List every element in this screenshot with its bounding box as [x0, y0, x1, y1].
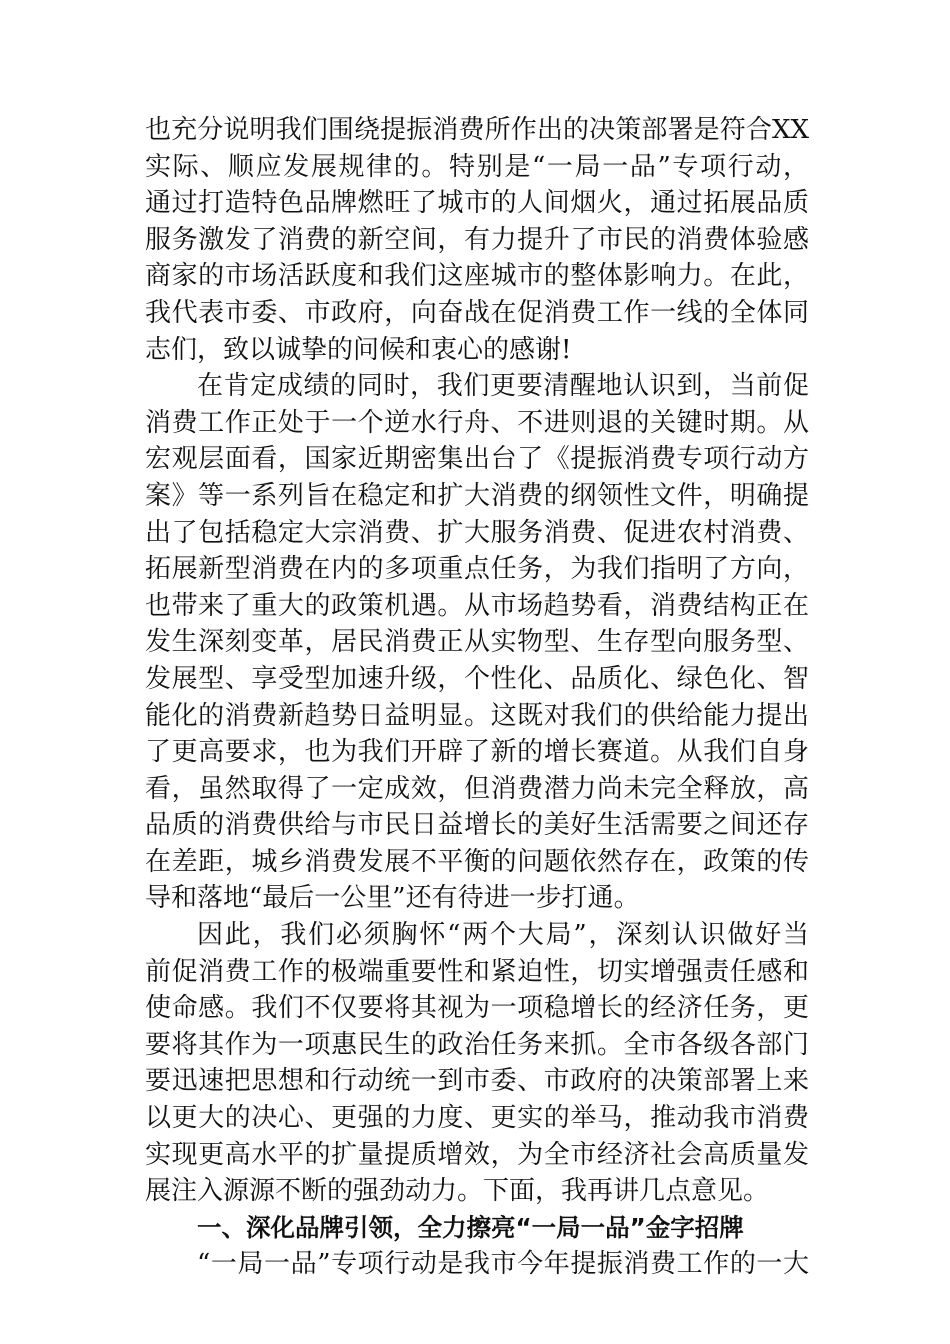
text-line: 展注入源源不断的强劲动力。下面，我再讲几点意见。: [145, 1176, 770, 1207]
text-line: 志们，致以诚挚的问候和衷心的感谢!: [145, 334, 572, 365]
text-line: 案》等一系列旨在稳定和扩大消费的纲领性文件，明确提: [145, 480, 809, 511]
text-line: 要迅速把思想和行动统一到市委、市政府的决策部署上来: [145, 1066, 809, 1097]
body-text: [145, 112, 809, 1283]
text-line: 出了包括稳定大宗消费、扩大服务消费、促进农村消费、: [145, 517, 809, 548]
text-line: 拓展新型消费在内的多项重点任务，为我们指明了方向，: [145, 554, 809, 585]
text-line: 服务激发了消费的新空间，有力提升了市民的消费体验感: [145, 224, 809, 255]
text-line: 消费工作正处于一个逆水行舟、不进则退的关键时期。从: [145, 407, 809, 438]
text-line: 宏观层面看，国家近期密集出台了《提振消费专项行动方: [145, 444, 809, 475]
text-line: 看，虽然取得了一定成效，但消费潜力尚未完全释放，高: [145, 773, 809, 804]
text-line: 在肯定成绩的同时，我们更要清醒地认识到，当前促: [197, 371, 809, 402]
text-line: 也带来了重大的政策机遇。从市场趋势看，消费结构正在: [145, 590, 809, 621]
text-line: 通过打造特色品牌燃旺了城市的人间烟火，通过拓展品质: [145, 188, 809, 219]
text-line: 实际、顺应发展规律的。特别是“一局一品”专项行动，: [145, 151, 809, 182]
text-line: “一局一品”专项行动是我市今年提振消费工作的一大: [197, 1249, 809, 1280]
text-line: 发展型、享受型加速升级，个性化、品质化、绿色化、智: [145, 663, 809, 694]
text-line: 也充分说明我们围绕提振消费所作出的决策部署是符合XX: [145, 115, 809, 145]
text-line: 前促消费工作的极端重要性和紧迫性，切实增强责任感和: [145, 956, 809, 987]
text-line: 以更大的决心、更强的力度、更实的举马，推动我市消费: [145, 1103, 809, 1134]
text-line: 品质的消费供给与市民日益增长的美好生活需要之间还存: [145, 810, 809, 841]
text-line: 商家的市场活跃度和我们这座城市的整体影响力。在此，: [145, 261, 809, 292]
text-line: 使命感。我们不仅要将其视为一项稳增长的经济任务，更: [145, 993, 809, 1024]
text-line: 实现更高水平的扩量提质增效，为全市经济社会高质量发: [145, 1139, 809, 1170]
text-line: 在差距，城乡消费发展不平衡的问题依然存在，政策的传: [145, 846, 809, 877]
text-line: 要将其作为一项惠民生的政治任务来抓。全市各级各部门: [145, 1029, 809, 1060]
section-heading: 一、深化品牌引领，全力擦亮“一局一品”金字招牌: [197, 1212, 744, 1242]
text-line: 我代表市委、市政府，向奋战在促消费工作一线的全体同: [145, 297, 809, 328]
text-line: 能化的消费新趋势日益明显。这既对我们的供给能力提出: [145, 700, 809, 731]
text-line: 导和落地“最后一公里”还有待进一步打通。: [145, 883, 640, 914]
text-line: 因此，我们必须胸怀“两个大局”，深刻认识做好当: [197, 920, 809, 951]
text-line: 了更高要求，也为我们开辟了新的增长赛道。从我们自身: [145, 737, 809, 768]
text-line: 发生深刻变革，居民消费正从实物型、生存型向服务型、: [145, 627, 809, 658]
